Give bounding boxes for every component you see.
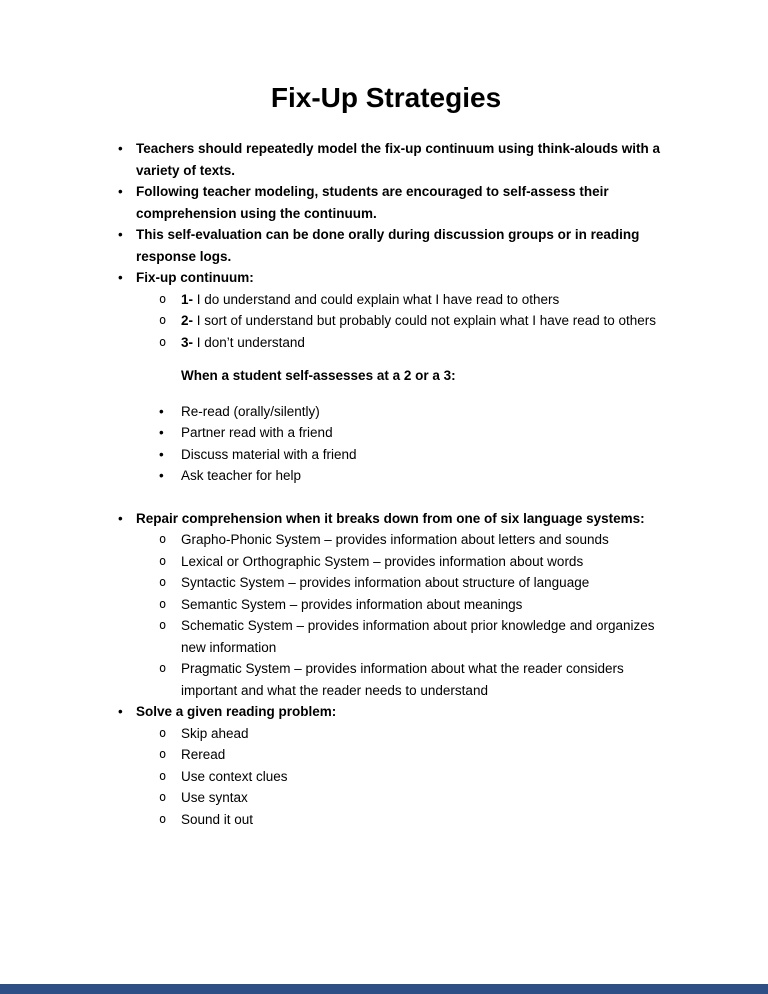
list-item bbox=[96, 572, 676, 594]
list-item bbox=[96, 529, 676, 551]
list-item-text bbox=[181, 310, 676, 332]
bullet-icon: • bbox=[118, 510, 123, 526]
continuum-level-number: 2- bbox=[181, 313, 194, 328]
list-item-text: Teachers should repeatedly model the fix-up continuum using think-alouds with a variety of texts. bbox=[136, 141, 661, 178]
list-item bbox=[96, 332, 676, 354]
circle-bullet-icon: o bbox=[159, 725, 167, 740]
bullet-icon: • bbox=[118, 227, 123, 242]
list-item bbox=[96, 289, 676, 311]
list-item bbox=[96, 594, 676, 616]
list-item bbox=[96, 723, 676, 745]
footer-bar bbox=[0, 984, 768, 994]
continuum-level-number: 1- bbox=[181, 291, 194, 307]
list-item bbox=[96, 508, 676, 530]
bullet-icon: • bbox=[118, 704, 123, 719]
continuum-level-text: I do understand and could explain what I have read to others bbox=[193, 291, 560, 307]
bullet-icon: • bbox=[159, 403, 164, 419]
continuum-level-text: I don’t understand bbox=[193, 334, 305, 350]
list-item-text: Syntactic System – provides information about structure of language bbox=[181, 575, 590, 590]
list-item bbox=[96, 787, 676, 809]
list-item-text: Re-read (orally/silently) bbox=[181, 403, 320, 419]
list-item bbox=[96, 138, 676, 181]
list-item-text bbox=[181, 289, 676, 311]
list-item bbox=[96, 701, 676, 723]
list-item-text: Lexical or Orthographic System – provides information about words bbox=[181, 553, 584, 569]
repair-heading: Repair comprehension when it breaks down from one of six language systems: bbox=[136, 510, 645, 526]
circle-bullet-icon: o bbox=[159, 313, 167, 327]
list-item bbox=[96, 422, 676, 444]
list-item-text: Ask teacher for help bbox=[181, 468, 302, 483]
bullet-icon: • bbox=[159, 468, 164, 483]
self-assess-heading: When a student self-assesses at a 2 or a 3: bbox=[181, 368, 456, 383]
list-item-text: Sound it out bbox=[181, 811, 254, 827]
list-item-text: Grapho-Phonic System – provides information about letters and sounds bbox=[181, 532, 609, 547]
list-item-text: Fix-up continuum: bbox=[136, 270, 254, 285]
list-item bbox=[96, 615, 676, 658]
circle-bullet-icon: o bbox=[159, 790, 167, 804]
circle-bullet-icon: o bbox=[159, 747, 167, 761]
continuum-level-text: I sort of understand but probably could not explain what I have read to others bbox=[193, 313, 657, 328]
list-item-text: This self-evaluation can be done orally during discussion groups or in reading response logs. bbox=[136, 227, 640, 264]
circle-bullet-icon: o bbox=[159, 334, 167, 349]
list-item bbox=[96, 444, 676, 466]
page-title: Fix-Up Strategies bbox=[270, 82, 502, 113]
list-item-text: Schematic System – provides information about prior knowledge and organizes new information bbox=[181, 618, 655, 655]
list-item bbox=[96, 310, 676, 332]
bullet-icon: • bbox=[159, 446, 164, 462]
list-item-text: Following teacher modeling, students are encouraged to self-assess their comprehension using the continuum. bbox=[136, 184, 609, 221]
list-item-text: Use syntax bbox=[181, 790, 248, 805]
solve-heading: Solve a given reading problem: bbox=[136, 704, 337, 719]
circle-bullet-icon: o bbox=[159, 575, 167, 589]
list-item bbox=[96, 224, 676, 267]
circle-bullet-icon: o bbox=[159, 532, 167, 546]
circle-bullet-icon: o bbox=[159, 291, 167, 306]
list-item bbox=[96, 401, 676, 423]
circle-bullet-icon: o bbox=[159, 811, 167, 826]
circle-bullet-icon: o bbox=[159, 553, 167, 568]
circle-bullet-icon: o bbox=[159, 618, 167, 632]
bullet-icon: • bbox=[118, 141, 123, 156]
list-item-text: Use context clues bbox=[181, 768, 288, 784]
list-item bbox=[96, 766, 676, 788]
circle-bullet-icon: o bbox=[159, 661, 167, 675]
list-item-text: Skip ahead bbox=[181, 725, 249, 741]
list-item-text: Pragmatic System – provides information about what the reader considers important and what the reader needs to understand bbox=[181, 661, 624, 698]
list-item-text: Reread bbox=[181, 747, 226, 762]
list-item-text: Partner read with a friend bbox=[181, 425, 333, 440]
list-item-text bbox=[181, 332, 676, 354]
list-item bbox=[96, 181, 676, 224]
list-item bbox=[96, 809, 676, 831]
list-item bbox=[96, 465, 676, 487]
continuum-level-number: 3- bbox=[181, 334, 194, 350]
list-item bbox=[96, 551, 676, 573]
bullet-icon: • bbox=[118, 270, 123, 285]
circle-bullet-icon: o bbox=[159, 596, 167, 611]
list-item-text: Semantic System – provides information about meanings bbox=[181, 596, 523, 612]
list-item bbox=[96, 658, 676, 701]
bullet-icon: • bbox=[118, 184, 123, 199]
list-item bbox=[96, 744, 676, 766]
circle-bullet-icon: o bbox=[159, 768, 167, 783]
list-item bbox=[96, 267, 676, 289]
bullet-icon: • bbox=[159, 425, 164, 440]
list-item-text: Discuss material with a friend bbox=[181, 446, 357, 462]
